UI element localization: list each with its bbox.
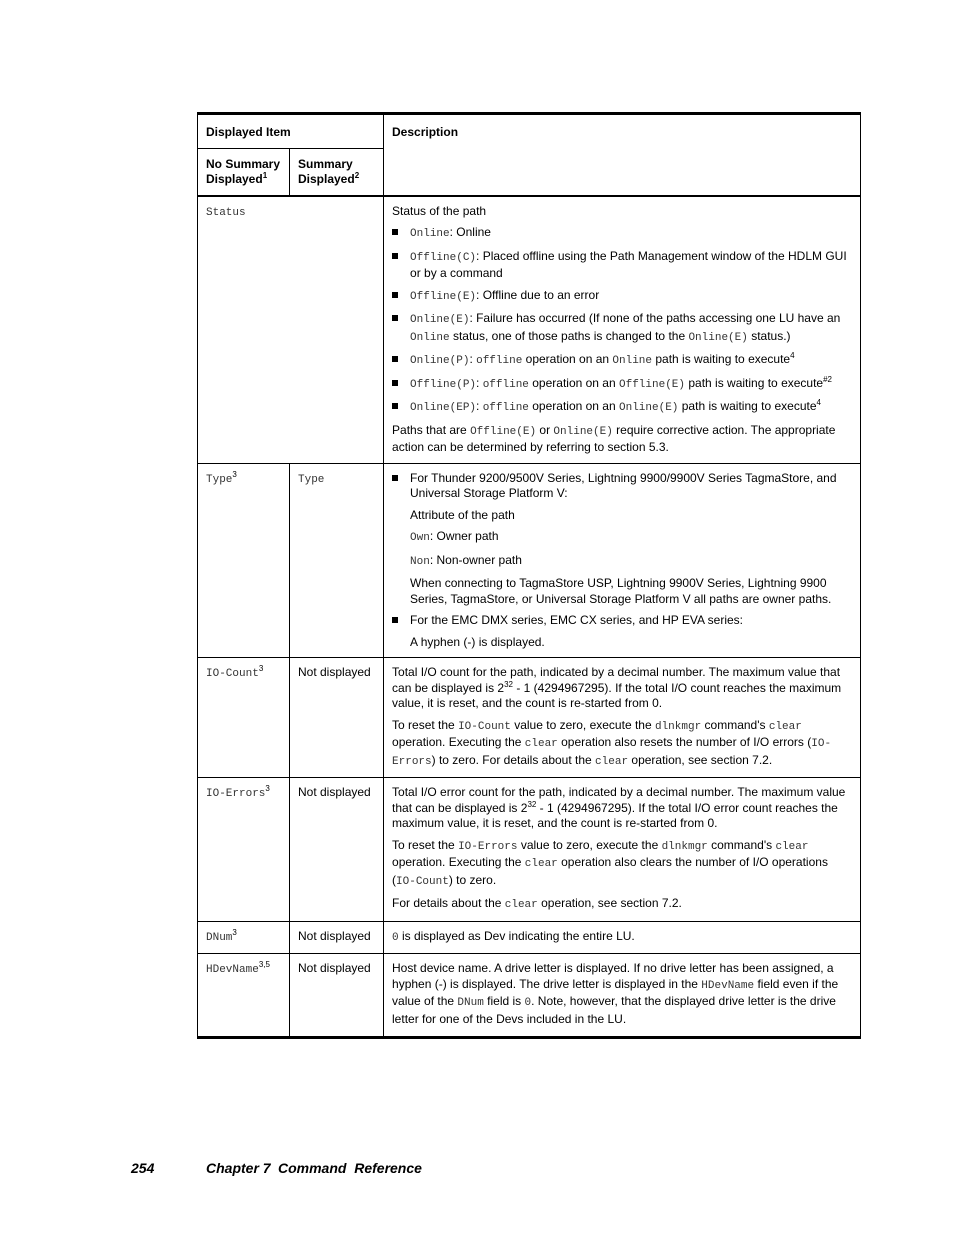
code: IO-Count [458, 720, 511, 733]
code: clear [775, 840, 809, 853]
summary-header [290, 148, 384, 196]
code: clear [595, 755, 629, 768]
text: . Note, however, that the displayed drive letter is the drive letter for one of the Devs included in the LU. [392, 994, 836, 1026]
list-item [392, 376, 852, 394]
text: command's [707, 837, 776, 852]
item-cell [198, 658, 290, 778]
closing-code: Offline(E) [470, 425, 537, 438]
summary-code: Type [298, 473, 325, 486]
command-reference-table [197, 112, 861, 1039]
status-text: : Online [449, 225, 491, 239]
list-item [392, 288, 852, 306]
description-cell [384, 658, 861, 778]
footnote-ref: 4 [816, 398, 821, 407]
status-code: Online(E) [619, 402, 679, 414]
item-code: Type [206, 473, 233, 486]
closing-text: Paths that are [392, 422, 471, 437]
description-cell [384, 463, 861, 658]
status-text: operation on an [528, 399, 619, 413]
closing-code: Online(E) [553, 425, 613, 438]
status-text: : [476, 375, 483, 390]
text: For details about the [392, 896, 505, 910]
code: IO-Count [396, 875, 449, 888]
summary-cell: Not displayed [290, 778, 384, 922]
text: operation. Executing the [392, 735, 525, 749]
item-code: DNum [206, 931, 233, 944]
footnote-ref: 3 [258, 664, 264, 673]
exponent: 32 [504, 679, 513, 689]
text: is displayed as Dev indicating the entire LU. [398, 928, 635, 943]
table-row-io-count [198, 658, 861, 778]
status-code: Offline(P) [410, 378, 477, 391]
description-cell [384, 954, 861, 1038]
status-closing [392, 423, 852, 456]
list-item [392, 311, 852, 346]
text: Total I/O error count for the path, indicated by a decimal number. The maximum value that can be displayed is 2 [392, 785, 846, 815]
closing-text: or [536, 422, 554, 437]
footnote-ref: #2 [823, 374, 833, 384]
summary-label: Summary Displayed [298, 156, 355, 186]
text: operation also resets the number of I/O errors ( [557, 735, 812, 749]
item-cell [198, 954, 290, 1038]
status-text: : [469, 352, 477, 366]
closing-text: require corrective action. The appropriate action can be determined by referring to section 5.3. [392, 422, 836, 454]
status-code: offline [482, 402, 529, 414]
list-item: For the EMC DMX series, EMC CX series, and HP EVA series: [392, 613, 852, 629]
io-count-desc [392, 665, 852, 712]
status-code: Online [612, 355, 653, 367]
summary-cell: Not displayed [290, 921, 384, 954]
text: ) to zero. [448, 872, 497, 887]
description-cell [384, 921, 861, 954]
description-cell [384, 196, 861, 464]
status-code: Online(EP) [410, 402, 477, 414]
section-title: Command Reference [278, 1160, 422, 1176]
header-row [198, 114, 861, 149]
status-code: Online [410, 228, 450, 240]
list-item [392, 399, 852, 417]
summary-cell: Not displayed [290, 954, 384, 1038]
table-row-status [198, 196, 861, 464]
item-cell [198, 463, 290, 658]
text: command's [701, 717, 769, 732]
code: 0 [524, 997, 532, 1009]
io-errors-details [392, 896, 852, 914]
status-code: Online(E) [410, 314, 470, 326]
io-errors-reset [392, 838, 852, 891]
text: value to zero, execute the [510, 717, 655, 732]
status-code: Online [410, 331, 450, 344]
footnote-ref: 2 [354, 171, 360, 180]
footnote-ref: 3,5 [258, 960, 270, 969]
item-code: HDevName [206, 964, 259, 976]
status-code: offline [482, 378, 529, 391]
status-text: path is waiting to execute [685, 375, 824, 390]
text: operation, see section 7.2. [628, 752, 773, 767]
status-text: operation on an [522, 352, 613, 366]
status-text: : Placed offline using the Path Management window of the HDLM GUI or by a command [410, 248, 847, 280]
code: dlnkmgr [654, 720, 702, 733]
status-text: operation on an [528, 375, 619, 390]
status-text: : Offline due to an error [476, 287, 600, 302]
code: IO-Errors [458, 840, 518, 853]
status-code: Online(P) [410, 355, 470, 367]
status-text: path is waiting to execute [678, 399, 817, 413]
status-text: status, one of those paths is changed to the [449, 328, 689, 343]
text: Total I/O count for the path, indicated by a decimal number. The maximum value that can be displayed is 2 [392, 665, 841, 695]
text: ) to zero. For details about the [431, 752, 596, 767]
exponent: 32 [527, 799, 537, 809]
io-count-reset [392, 718, 852, 771]
hyphen-note: A hyphen (-) is displayed. [410, 634, 545, 649]
status-text: : [476, 399, 483, 413]
summary-cell: Not displayed [290, 658, 384, 778]
own-code: Own [410, 532, 430, 544]
item-cell [198, 196, 384, 464]
text: - 1 (4294967295). If the total I/O error count reaches the maximum value, it is reset, and the count is re-started from 0. [392, 800, 838, 830]
item-code: IO-Count [206, 668, 259, 680]
status-code: Offline(E) [619, 378, 686, 391]
footnote-ref: 3 [232, 927, 237, 937]
code: clear [524, 738, 558, 750]
footnote-ref: 3 [265, 784, 270, 793]
code: 0 [392, 931, 399, 944]
list-item: For Thunder 9200/9500V Series, Lightning 9900/9900V Series TagmaStore, and Universal Storage Platform V: [392, 471, 852, 502]
text: value to zero, execute the [517, 837, 662, 852]
footnote-ref: 1 [262, 171, 268, 180]
footnote-ref: 4 [790, 351, 795, 360]
text: To reset the [392, 837, 459, 852]
code: dlnkmgr [661, 840, 708, 853]
code: IO-Errors [392, 738, 832, 768]
text: operation, see section 7.2. [537, 896, 682, 910]
code: clear [504, 899, 538, 911]
non-text: : Non-owner path [429, 552, 522, 567]
item-cell [198, 921, 290, 954]
status-text: path is waiting to execute [652, 352, 791, 366]
status-code: Online(E) [688, 331, 748, 344]
page-number: 254 [131, 1160, 155, 1176]
status-intro: Status of the path [392, 203, 487, 218]
text: Host device name. A drive letter is displayed. If no drive letter has been assigned, a hyphen (-) is displayed. The drive letter is displayed in the [392, 961, 834, 991]
code: clear [768, 720, 802, 733]
item-code: IO-Errors [206, 788, 266, 800]
non-code: Non [410, 555, 430, 568]
list-item [392, 352, 852, 370]
no-summary-header [198, 148, 290, 196]
footnote-ref: 3 [232, 469, 237, 479]
code: HDevName [701, 979, 755, 992]
text: operation. Executing the [392, 855, 525, 869]
text: field even if the value of the [392, 976, 839, 1008]
own-line [392, 529, 852, 547]
connect-note: When connecting to TagmaStore USP, Lightning 9900V Series, Lightning 9900 Series, TagmaStore, or Universal Storage Platform V all paths are owner paths. [410, 576, 832, 606]
item-cell [198, 778, 290, 922]
list-item [392, 225, 852, 243]
text: - 1 (4294967295). If the total I/O count reaches the maximum value, it is reset, and the count is re-started from 0. [392, 680, 842, 710]
no-summary-label: No Summary Displayed [206, 156, 281, 186]
code: DNum [457, 997, 484, 1009]
status-code: Offline(E) [410, 290, 477, 303]
text: field is [483, 994, 525, 1008]
io-errors-desc [392, 785, 852, 832]
status-text: : Failure has occurred (If none of the paths accessing one LU have an [469, 311, 841, 325]
table-row-dnum [198, 921, 861, 954]
attribute-text: Attribute of the path [410, 507, 515, 522]
text: operation also clears the number of I/O operations ( [392, 855, 828, 887]
list-item [392, 249, 852, 282]
displayed-item-header: Displayed Item [198, 114, 384, 149]
chapter-label: Chapter 7 [206, 1160, 271, 1176]
status-text: status.) [747, 328, 791, 343]
table-row-io-errors [198, 778, 861, 922]
status-code: offline [476, 355, 523, 367]
non-line [392, 553, 852, 571]
status-code: Offline(C) [410, 251, 477, 264]
summary-cell [290, 463, 384, 658]
table-row-type [198, 463, 861, 658]
item-code: Status [206, 206, 246, 219]
text: To reset the [392, 717, 459, 732]
own-text: : Owner path [429, 529, 499, 543]
code: clear [524, 858, 558, 870]
description-cell [384, 778, 861, 922]
description-header: Description [384, 114, 861, 196]
table-row-hdevname [198, 954, 861, 1038]
